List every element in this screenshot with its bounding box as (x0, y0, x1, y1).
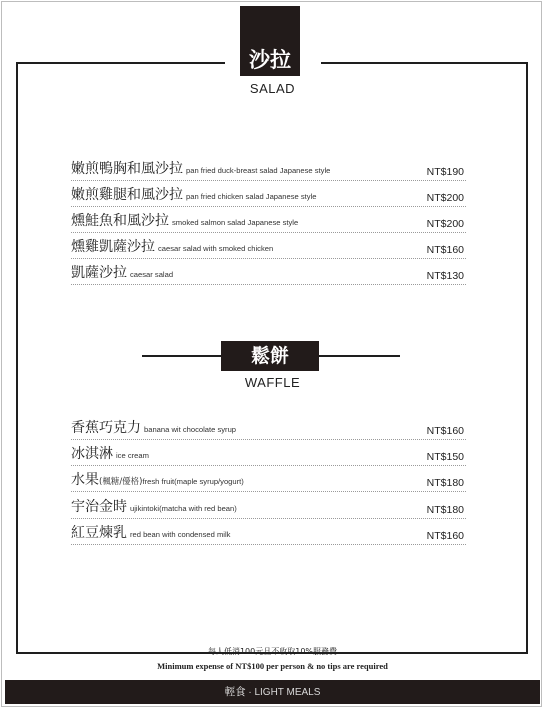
item-name-en: banana wit chocolate syrup (144, 425, 237, 434)
waffle-title-badge (221, 341, 319, 371)
salad-item (71, 184, 466, 207)
waffle-item (71, 522, 466, 545)
item-price: NT$150 (426, 451, 464, 463)
waffle-item (71, 496, 466, 519)
item-name-en: pan fried chicken salad Japanese style (186, 192, 317, 201)
minimum-charge-note-zh: 每人低消100元且不收取10%服務費 (207, 647, 338, 656)
item-price: NT$160 (426, 244, 464, 256)
waffle-item (71, 443, 466, 466)
item-name-zh: 燻雞凱薩沙拉 (71, 239, 155, 255)
item-name-zh: 嫩煎鴨胸和風沙拉 (71, 161, 183, 177)
category-footer-bar (5, 680, 540, 704)
item-option-note: (楓糖/優格) (99, 477, 143, 487)
minimum-charge-note-en: Minimum expense of NT$100 per person & no tips are required (157, 661, 388, 671)
item-name-zh: 香蕉巧克力 (71, 420, 141, 436)
waffle-title-zh: 鬆餅 (250, 345, 289, 367)
salad-item (71, 262, 466, 285)
item-name-zh: 紅豆煉乳 (71, 525, 127, 541)
waffle-item (71, 469, 466, 492)
divider-right (318, 355, 400, 357)
waffle-item (71, 417, 466, 440)
salad-title-badge (240, 6, 300, 76)
salad-title-en: SALAD (249, 81, 296, 96)
item-price: NT$180 (426, 477, 464, 489)
item-name-en: fresh fruit(maple syrup/yogurt) (142, 477, 244, 486)
item-name-zh: 宇治金時 (71, 499, 127, 515)
waffle-title-en: WAFFLE (244, 375, 301, 390)
category-separator: · (245, 687, 255, 698)
salad-item (71, 158, 466, 181)
item-name-en: pan fried duck-breast salad Japanese style (186, 166, 331, 175)
item-name-en: caesar salad (130, 270, 174, 279)
item-name-zh: 冰淇淋 (71, 446, 113, 462)
item-price: NT$160 (426, 530, 464, 542)
item-price: NT$130 (426, 270, 464, 282)
item-name-zh: 燻鮭魚和風沙拉 (71, 213, 169, 229)
item-name-zh: 嫩煎雞腿和風沙拉 (71, 187, 183, 203)
item-name-zh: 水果 (71, 472, 99, 488)
item-name-en: ujikintoki(matcha with red bean) (130, 504, 237, 513)
item-price: NT$180 (426, 504, 464, 516)
divider-left (142, 355, 222, 357)
category-zh: 輕食 (224, 686, 246, 698)
category-en: LIGHT MEALS (254, 687, 321, 698)
item-name-en: caesar salad with smoked chicken (158, 244, 274, 253)
salad-title-zh: 沙拉 (249, 48, 291, 72)
item-price: NT$190 (426, 166, 464, 178)
item-name-en: ice cream (116, 451, 149, 460)
item-name-zh: 凱薩沙拉 (71, 265, 127, 281)
salad-item (71, 210, 466, 233)
item-price: NT$200 (426, 192, 464, 204)
item-price: NT$200 (426, 218, 464, 230)
item-name-en: smoked salmon salad Japanese style (172, 218, 299, 227)
salad-item (71, 236, 466, 259)
item-price: NT$160 (426, 425, 464, 437)
item-name-en: red bean with condensed milk (130, 530, 231, 539)
